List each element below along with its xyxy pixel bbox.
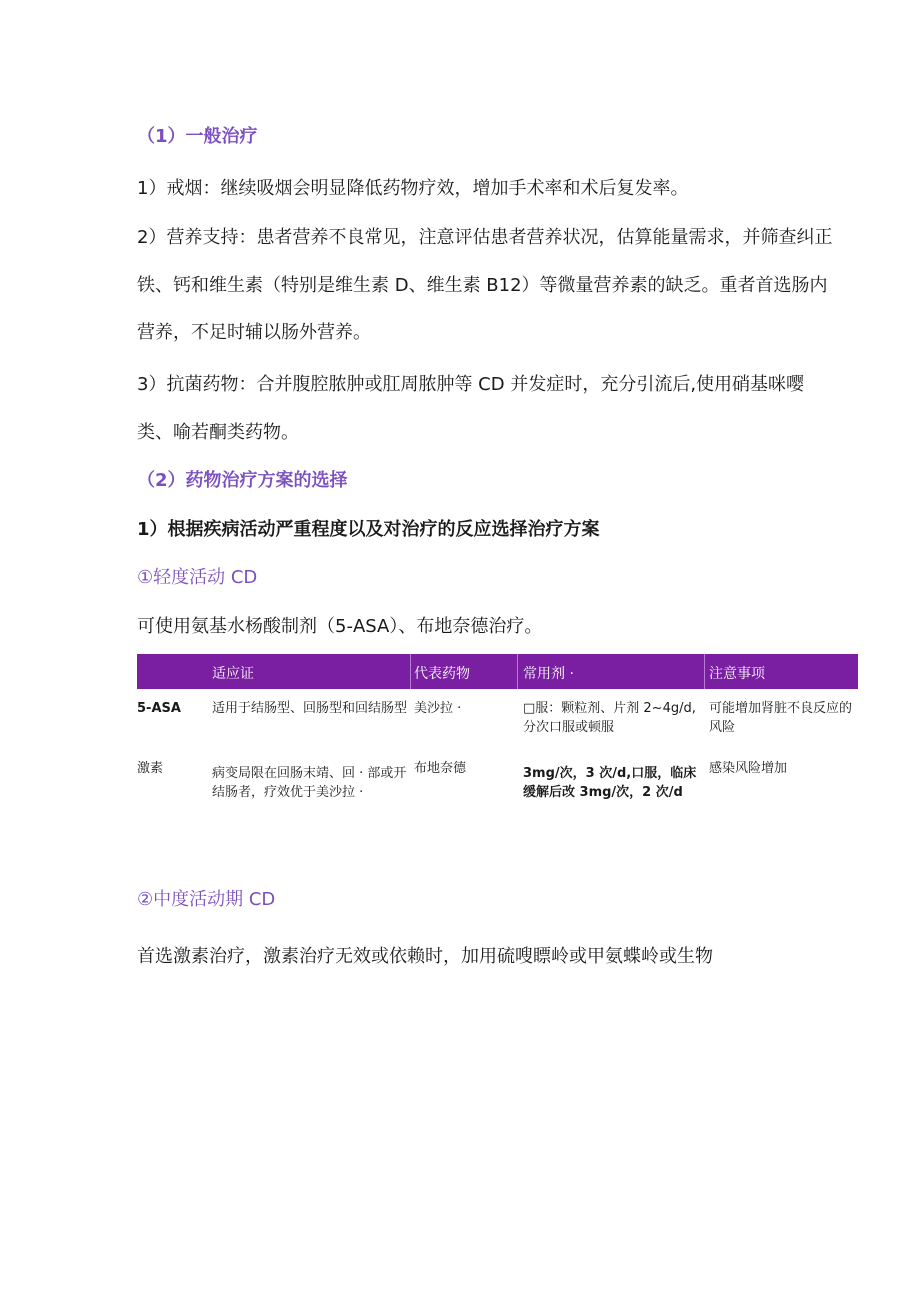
row-drug: 美沙拉 ·	[414, 701, 462, 716]
row-name: 激素	[137, 761, 164, 776]
subheading-severity: 1）根据疾病活动严重程度以及对治疗的反应选择治疗方案	[137, 519, 600, 540]
heading-mild-cd: ①轻度活动 CD	[137, 567, 258, 588]
table-row	[137, 759, 858, 829]
column-divider	[517, 654, 518, 689]
paragraph-moderate-cd: 首选激素治疗，激素治疗无效或依赖时，加用硫嗖瞟岭或甲氨蝶岭或生物	[137, 946, 713, 967]
paragraph-nutrition-line1: 2）营养支持：患者营养不良常见，注意评估患者营养状况，估算能量需求，并筛查纠正	[137, 227, 833, 248]
paragraph-nutrition-line2: 铁、钙和维生素（特别是维生素 D、维生素 B12）等微量营养素的缺乏。重者首选肠内	[137, 275, 828, 296]
row-notes: 感染风险增加	[709, 761, 788, 776]
heading-general-treatment: （1）一般治疗	[137, 126, 258, 147]
row-dose-line1: 3mg/次，3 次/d,口服，临床	[523, 766, 697, 781]
treatment-table	[137, 654, 858, 829]
row-name: 5-ASA	[137, 701, 181, 716]
row-dose-line2: 分次口服或顿服	[523, 720, 615, 735]
row-indication: 适用于结肠型、回肠型和回结肠型	[212, 701, 408, 716]
table-header-notes: 注意事项	[709, 666, 765, 682]
row-dose-line1: □服：颗粒剂、片剂 2~4g/d,	[523, 701, 696, 716]
heading-drug-therapy: （2）药物治疗方案的选择	[137, 470, 348, 491]
column-divider	[410, 654, 411, 689]
paragraph-antibiotics-line2: 类、喻若酮类药物。	[137, 422, 299, 443]
table-header-indication: 适应证	[212, 666, 254, 682]
heading-moderate-cd: ②中度活动期 CD	[137, 889, 276, 910]
row-dose	[523, 699, 703, 737]
row-dose	[523, 764, 703, 802]
row-notes: 可能增加肾脏不良反应的风险	[709, 701, 853, 735]
row-indication: 病变局限在回肠末靖、回 · 部或开结肠者，疗效优于美沙拉 ·	[212, 766, 407, 800]
table-row	[137, 689, 858, 759]
row-drug: 布地奈德	[414, 761, 467, 776]
paragraph-mild-cd: 可使用氨基水杨酸制剂（5-ASA）、布地奈德治疗。	[137, 616, 543, 637]
row-dose-line2: 缓解后改 3mg/次，2 次/d	[523, 785, 683, 800]
table-header-dose: 常用剂 ·	[523, 666, 574, 682]
table-header-drug: 代表药物	[414, 666, 470, 682]
paragraph-antibiotics-line1: 3）抗菌药物：合并腹腔脓肿或肛周脓肿等 CD 并发症时，充分引流后,使用硝基咪嘤	[137, 374, 805, 395]
table-header	[137, 654, 858, 689]
paragraph-smoking: 1）戒烟：继续吸烟会明显降低药物疗效，增加手术率和术后复发率。	[137, 178, 689, 199]
column-divider	[704, 654, 705, 689]
paragraph-nutrition-line3: 营养，不足时辅以肠外营养。	[137, 322, 371, 343]
